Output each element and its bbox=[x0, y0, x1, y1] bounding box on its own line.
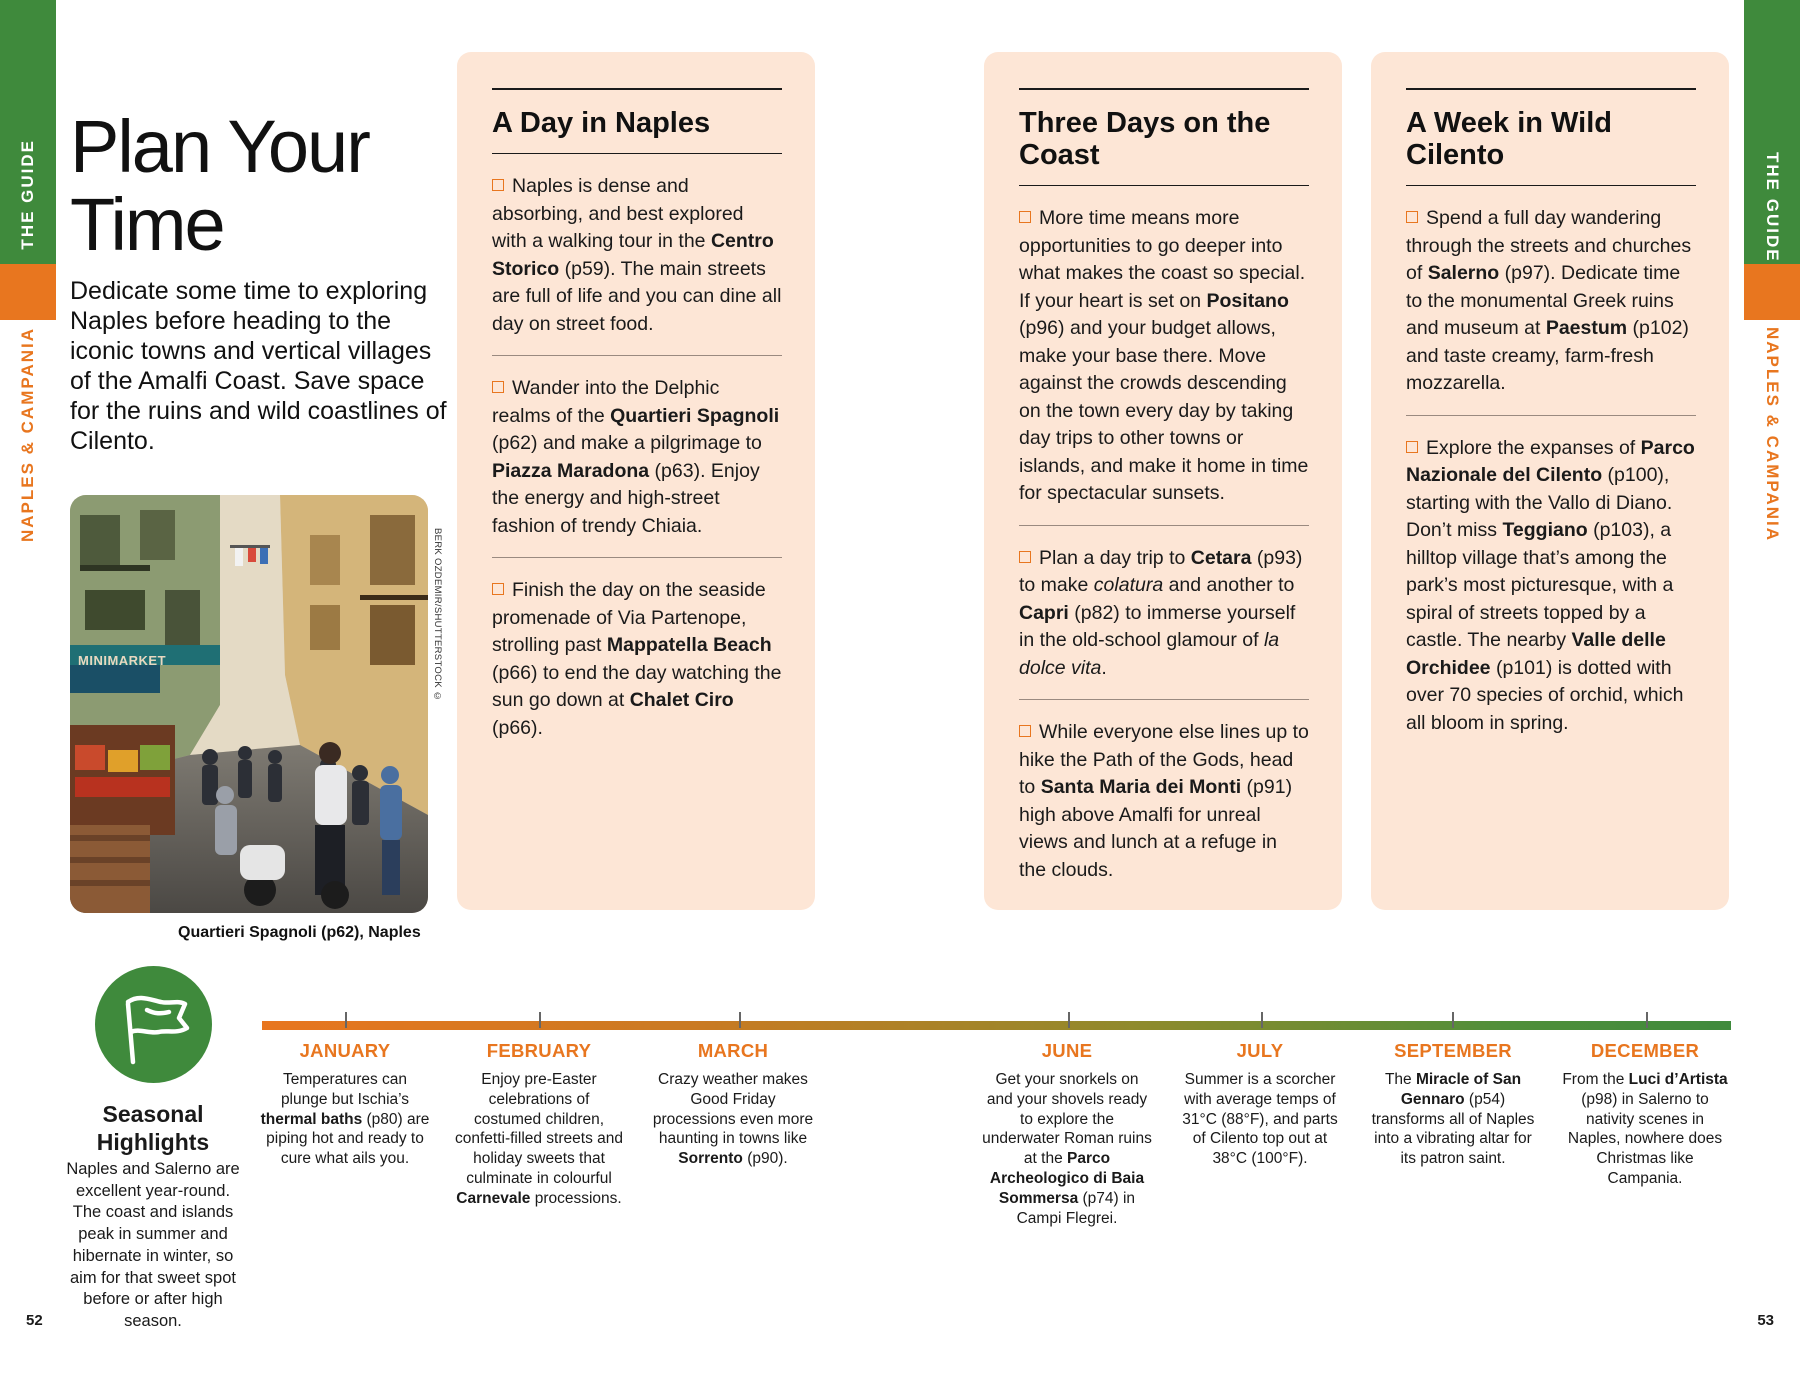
timeline-tick bbox=[739, 1012, 741, 1028]
month-text bbox=[1560, 1070, 1730, 1189]
card-title: A Day in Naples bbox=[492, 88, 782, 154]
text-run: From the bbox=[1562, 1071, 1629, 1088]
text-run: Wander into the Delphic realms of the bbox=[492, 377, 720, 427]
intro-text: Dedicate some time to exploring Naples before heading to the iconic towns and vertical villages of the Amalfi Coast. Save space for the ruins and wild coastlines of Cilento. bbox=[70, 277, 447, 455]
bold-text: Quartieri Spagnoli bbox=[610, 404, 780, 427]
title-line-2: Time bbox=[70, 183, 224, 266]
text-run: Plan a day trip to bbox=[1039, 546, 1191, 569]
text-run: Temperatures can plunge but Ischia’s bbox=[280, 1071, 410, 1108]
timeline-tick bbox=[1068, 1012, 1070, 1028]
flag-icon bbox=[95, 966, 212, 1083]
card-item bbox=[1406, 186, 1696, 416]
the-guide-label: THE GUIDE bbox=[1763, 151, 1782, 263]
card-item bbox=[1406, 416, 1696, 755]
month-text bbox=[1175, 1070, 1345, 1169]
text-run: (p66). bbox=[492, 716, 543, 739]
minimarket-sign: MINIMARKET bbox=[78, 653, 167, 668]
text-run: (p100), starting with the Vallo di Diano. Don’t miss bbox=[1406, 464, 1673, 541]
bold-text: Sorrento bbox=[678, 1150, 743, 1168]
text-run: (p62) and make a pilgrimage to bbox=[492, 432, 762, 454]
month-name: FEBRUARY bbox=[486, 1040, 592, 1061]
month-name: MARCH bbox=[697, 1040, 769, 1061]
text-run: Get your snorkels on and your shovels ready to explore the underwater Roman ruins at the bbox=[982, 1071, 1152, 1168]
bold-text: Parco Archeologico di Baia Sommersa bbox=[989, 1150, 1145, 1207]
bold-text: Capri bbox=[1019, 601, 1069, 624]
text-run: (p102) and taste creamy, farm-fresh mozzarella. bbox=[1406, 317, 1689, 394]
text-run: (p80) are piping hot and ready to cure what ails you. bbox=[266, 1110, 430, 1168]
text-run: (p96) and your budget allows, make your base there. Move against the crowds descending on the town every day by taking day trips to other towns or islands, and make it home in time for spectacular sunsets. bbox=[1019, 317, 1309, 504]
text-run: (p66) to end the day watching the sun go down at bbox=[492, 661, 782, 711]
month-december bbox=[1560, 1040, 1730, 1189]
card-day-in-naples bbox=[457, 52, 815, 910]
month-july bbox=[1175, 1040, 1345, 1169]
checkbox-icon bbox=[1019, 725, 1031, 737]
text-run: processions. bbox=[530, 1189, 622, 1207]
page-number-right: 53 bbox=[1757, 1312, 1774, 1329]
card-title: Three Days on the Coast bbox=[1019, 88, 1309, 186]
text-run: . bbox=[1101, 656, 1107, 679]
bold-text: Teggiano bbox=[1502, 519, 1588, 541]
italic-text: la dolce vita bbox=[1019, 629, 1280, 679]
month-name: SEPTEMBER bbox=[1394, 1040, 1512, 1061]
month-february bbox=[454, 1040, 624, 1209]
the-guide-label: THE GUIDE bbox=[18, 139, 37, 250]
month-name: JANUARY bbox=[299, 1040, 391, 1061]
timeline-tick bbox=[1261, 1012, 1263, 1028]
month-text bbox=[454, 1070, 624, 1209]
text-run: (p74) in Campi Flegrei. bbox=[1016, 1189, 1136, 1227]
bold-text: Valle delle Orchidee bbox=[1406, 629, 1666, 679]
month-june bbox=[982, 1040, 1152, 1228]
season-timeline-bar bbox=[262, 1021, 1731, 1030]
card-item bbox=[1019, 186, 1309, 526]
month-september bbox=[1368, 1040, 1538, 1169]
seasonal-highlights-text: Naples and Salerno are excellent year-round. The coast and islands peak in summer and hibernate in winter, so aim for that sweet spot before or after high season. bbox=[66, 1160, 240, 1330]
bold-text: Santa Maria dei Monti bbox=[1040, 776, 1242, 798]
timeline-tick bbox=[1646, 1012, 1648, 1028]
text-run: While everyone else lines up to hike the Path of the Gods, head to bbox=[1019, 721, 1309, 798]
bold-text: Carnevale bbox=[456, 1189, 531, 1207]
card-week-cilento bbox=[1371, 52, 1729, 910]
section-tab-orange bbox=[1744, 264, 1800, 320]
text-run: (p63). Enjoy the energy and high-street fashion of trendy Chiaia. bbox=[492, 459, 760, 537]
text-run: (p97). Dedicate time to the monumental Greek ruins and museum at bbox=[1406, 262, 1681, 339]
timeline-tick bbox=[345, 1012, 347, 1028]
month-name: JULY bbox=[1236, 1040, 1284, 1061]
text-run: More time means more opportunities to go deeper into what makes the coast so special. If your heart is set on bbox=[1019, 207, 1306, 312]
month-january bbox=[260, 1040, 430, 1169]
text-run: (p82) to immerse yourself in the old-school glamour of bbox=[1019, 601, 1296, 651]
month-text bbox=[260, 1070, 430, 1169]
text-run: The bbox=[1384, 1071, 1416, 1088]
month-name: JUNE bbox=[1041, 1040, 1093, 1061]
text-run: Explore the expanses of bbox=[1426, 436, 1641, 459]
text-run: and another to bbox=[1163, 574, 1295, 596]
timeline-tick bbox=[1452, 1012, 1454, 1028]
card-title: A Week in Wild Cilento bbox=[1406, 88, 1696, 186]
bold-text: Piazza Maradona bbox=[492, 459, 650, 482]
text-run: Finish the day on the seaside promenade of Via Partenope, strolling past bbox=[492, 579, 766, 656]
bold-text: Positano bbox=[1206, 289, 1289, 312]
month-march bbox=[648, 1040, 818, 1169]
page-number-left: 52 bbox=[26, 1312, 43, 1329]
bold-text: Chalet Ciro bbox=[629, 689, 734, 711]
text-run: Summer is a scorcher with average temps of 31°C (88°F), and parts of Cilento top out at 38°C (100°F). bbox=[1182, 1071, 1338, 1168]
checkbox-icon bbox=[492, 179, 504, 191]
bold-text: Mappatella Beach bbox=[606, 634, 772, 656]
bold-text: Parco Nazionale del Cilento bbox=[1406, 436, 1695, 486]
timeline-tick bbox=[539, 1012, 541, 1028]
text-run: (p91) high above Amalfi for unreal views and lunch at a refuge in the clouds. bbox=[1019, 776, 1293, 881]
card-content bbox=[1019, 88, 1309, 901]
text-run: (p93) to make bbox=[1019, 546, 1303, 596]
card-content bbox=[492, 88, 782, 759]
seasonal-highlights-title: Seasonal Highlights bbox=[96, 1101, 210, 1155]
text-run: Spend a full day wandering through the streets and churches of bbox=[1406, 207, 1692, 284]
card-item bbox=[492, 154, 782, 356]
photo-credit: BERK OZDEMIR/SHUTTERSTOCK © bbox=[432, 528, 443, 703]
text-run: (p103), a hilltop village that’s among the park’s most picturesque, with a spiral of streets topped by a castle. The nearby bbox=[1406, 519, 1674, 651]
checkbox-icon bbox=[492, 583, 504, 595]
bold-text: Cetara bbox=[1190, 546, 1252, 569]
text-run: (p98) in Salerno to nativity scenes in Naples, nowhere does Christmas like Campania. bbox=[1567, 1090, 1723, 1187]
bold-text: Centro Storico bbox=[492, 230, 774, 280]
card-item bbox=[492, 558, 782, 759]
photo-caption: Quartieri Spagnoli (p62), Naples bbox=[178, 924, 421, 941]
text-run: Naples is dense and absorbing, and best explored with a walking tour in the bbox=[492, 175, 744, 252]
text-run: (p101) is dotted with over 70 species of orchid, which all bloom in spring. bbox=[1406, 656, 1684, 734]
text-run: Enjoy pre-Easter celebrations of costumed children, confetti-filled streets and holiday sweets that culminate in colourful bbox=[454, 1071, 623, 1187]
month-text bbox=[648, 1070, 818, 1169]
checkbox-icon bbox=[1019, 551, 1031, 563]
bold-text: thermal baths bbox=[260, 1110, 363, 1128]
checkbox-icon bbox=[492, 381, 504, 393]
checkbox-icon bbox=[1406, 211, 1418, 223]
bold-text: Salerno bbox=[1427, 262, 1500, 284]
text-run: (p90). bbox=[742, 1150, 788, 1168]
month-text bbox=[982, 1070, 1152, 1228]
region-label: NAPLES & CAMPANIA bbox=[1763, 327, 1782, 543]
text-run: (p59). The main streets are full of life and you can dine all day on street food. bbox=[492, 257, 782, 335]
text-run: (p54) transforms all of Naples into a vibrating altar for its patron saint. bbox=[1371, 1090, 1535, 1168]
bold-text: Paestum bbox=[1545, 317, 1628, 339]
page-title bbox=[70, 105, 369, 266]
quartieri-spagnoli-photo bbox=[70, 495, 428, 913]
checkbox-icon bbox=[1019, 211, 1031, 223]
card-item bbox=[1019, 700, 1309, 901]
italic-text: colatura bbox=[1093, 574, 1164, 596]
card-content bbox=[1406, 88, 1696, 754]
checkbox-icon bbox=[1406, 441, 1418, 453]
region-label: NAPLES & CAMPANIA bbox=[18, 327, 37, 543]
title-line-1: Plan Your bbox=[70, 105, 369, 188]
bold-text: Luci d’Artista bbox=[1628, 1071, 1728, 1088]
section-tab-orange bbox=[0, 264, 56, 320]
bold-text: Miracle of San Gennaro bbox=[1400, 1071, 1522, 1108]
month-text bbox=[1368, 1070, 1538, 1169]
month-name: DECEMBER bbox=[1590, 1040, 1700, 1061]
card-item bbox=[1019, 526, 1309, 701]
card-item bbox=[492, 356, 782, 558]
text-run: Crazy weather makes Good Friday processions even more haunting in towns like bbox=[652, 1071, 814, 1148]
card-three-days-coast bbox=[984, 52, 1342, 910]
